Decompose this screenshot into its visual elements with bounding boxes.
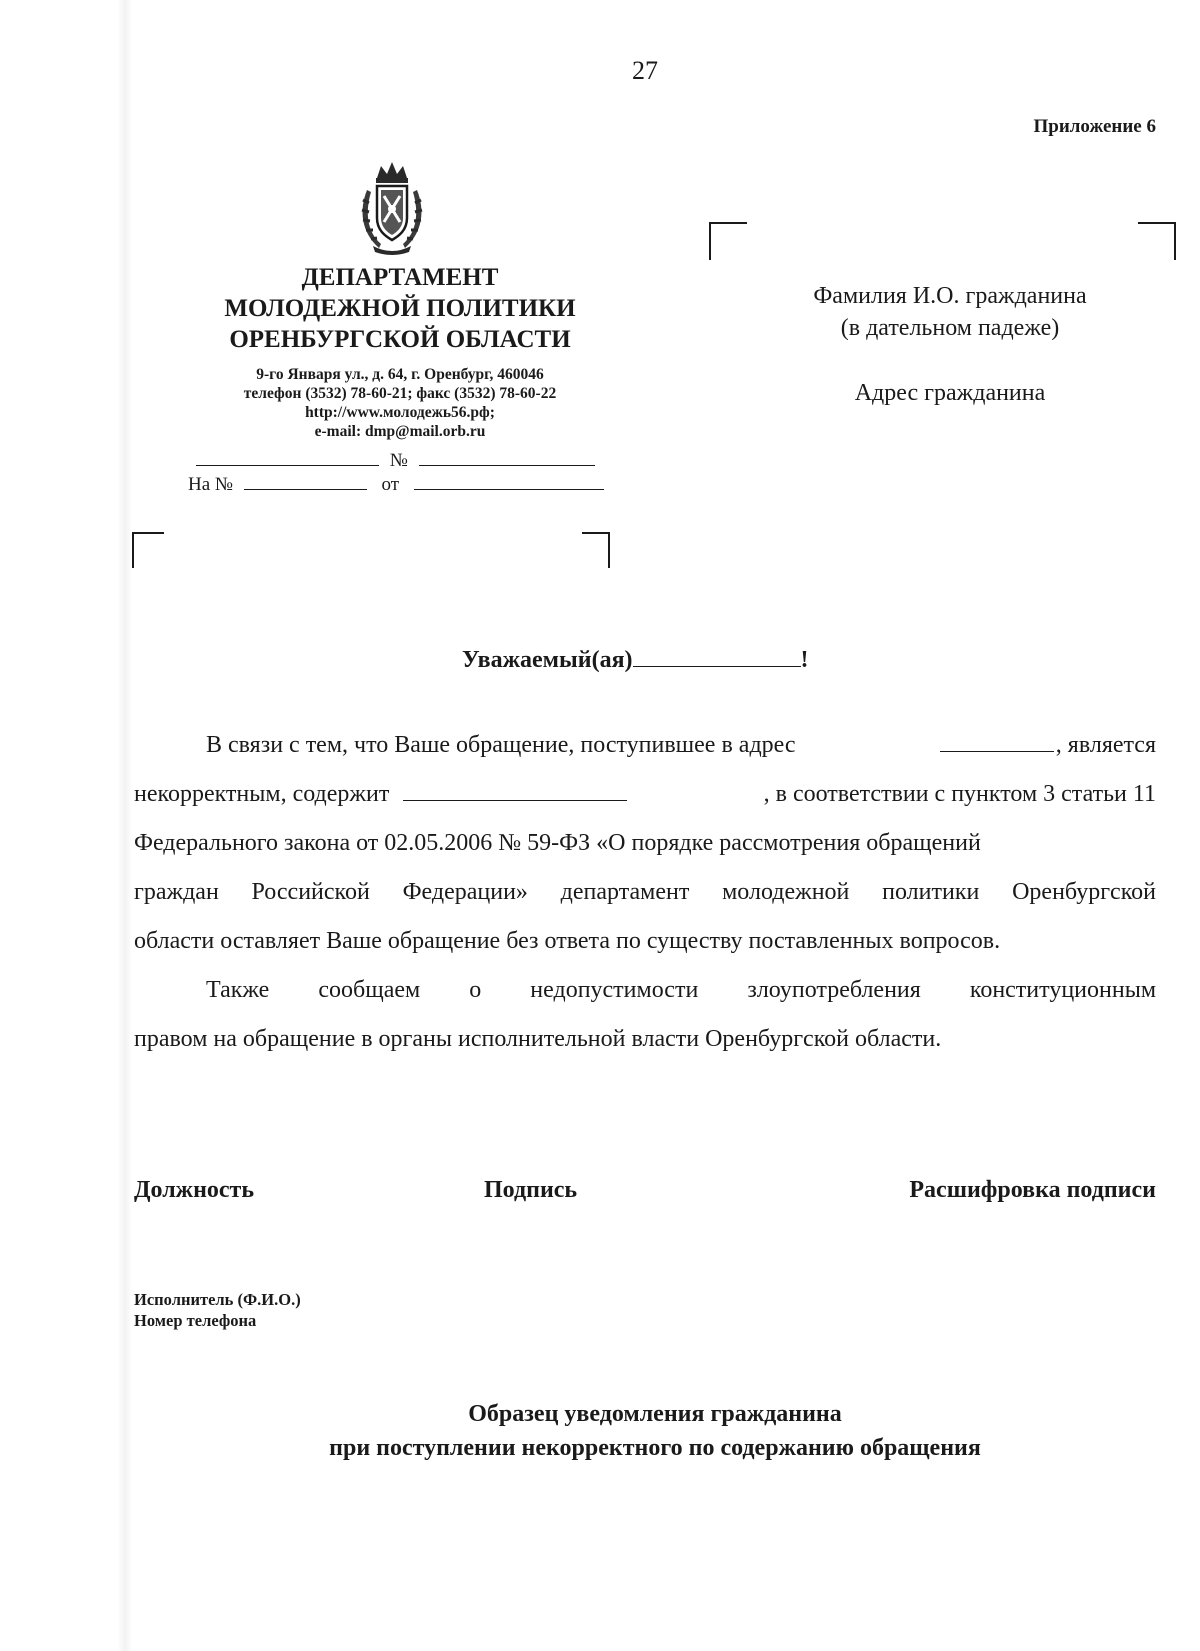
reply-to-number-blank	[244, 471, 367, 490]
signature-decoding-label: Расшифровка подписи	[909, 1177, 1156, 1203]
recipient-block-corner-mark	[709, 222, 747, 260]
website-line: http://www.молодежь56.рф;	[305, 404, 495, 421]
recipient-address: Адрес гражданина	[854, 380, 1046, 406]
paragraph-fragment: некорректным, содержит	[134, 781, 390, 807]
greeting-name-blank	[633, 648, 801, 667]
reply-to-label: На №	[188, 474, 234, 495]
paragraph-fragment: , в соответствии с пунктом 3 статьи 11	[763, 781, 1156, 807]
department-contacts	[190, 365, 610, 441]
paragraph-line	[134, 721, 1156, 770]
address-block-corner-mark	[132, 532, 164, 568]
outgoing-number-row	[196, 447, 595, 472]
outgoing-date-blank	[196, 447, 379, 466]
addressee-blank	[940, 733, 1054, 752]
executor-phone-label: Номер телефона	[134, 1311, 257, 1330]
date-label: от	[381, 474, 400, 495]
paragraph-line: Также сообщаем о недопустимости злоупотребления конституционным	[206, 977, 1156, 1003]
greeting-text: Уважаемый(ая)	[462, 647, 633, 673]
executor-name-label: Исполнитель (Ф.И.О.)	[134, 1290, 301, 1309]
caption-line: при поступлении некорректного по содержанию обращения	[329, 1435, 981, 1461]
reply-to-row	[188, 471, 604, 496]
department-title-line: МОЛОДЕЖНОЙ ПОЛИТИКИ	[224, 295, 576, 322]
appendix-label: Приложение 6	[1033, 116, 1156, 137]
greeting	[462, 647, 809, 674]
paragraph-line	[134, 819, 1156, 868]
address-line: 9-го Января ул., д. 64, г. Оренбург, 460046	[256, 366, 544, 383]
reply-to-date-blank	[414, 471, 604, 490]
caption-line: Образец уведомления гражданина	[468, 1401, 842, 1427]
content-blank	[403, 782, 627, 801]
paragraph-line: правом на обращение в органы исполнительной власти Оренбургской области.	[134, 1026, 942, 1052]
recipient-name-line: Фамилия И.О. гражданина	[813, 283, 1087, 309]
recipient-block-corner-mark	[1138, 222, 1176, 260]
document-caption	[0, 1397, 1200, 1465]
email-line: e-mail: dmp@mail.orb.ru	[314, 423, 486, 440]
outgoing-number-blank	[419, 447, 595, 466]
recipient-name	[760, 280, 1140, 344]
phone-fax-line: телефон (3532) 78-60-21; факс (3532) 78-60-22	[243, 385, 557, 402]
department-title	[190, 262, 610, 355]
department-title-line: ОРЕНБУРГСКОЙ ОБЛАСТИ	[229, 326, 571, 353]
address-block-corner-mark	[582, 532, 610, 568]
paragraph-fragment: , является	[1055, 732, 1156, 758]
letter-paragraph-2	[134, 966, 1156, 1064]
paragraph-line: граждан Российской Федерации» департамент молодежной политики Оренбургской	[134, 879, 1156, 905]
recipient-case-note: (в дательном падеже)	[840, 315, 1060, 341]
paragraph-line: области оставляет Ваше обращение без ответа по существу поставленных вопросов.	[134, 928, 1001, 954]
greeting-exclamation: !	[800, 647, 809, 673]
department-title-line: ДЕПАРТАМЕНТ	[301, 264, 499, 291]
number-sign: №	[389, 450, 408, 471]
letter-paragraph-1	[134, 721, 1156, 966]
executor-block	[134, 1289, 301, 1331]
coat-of-arms-icon	[357, 160, 427, 256]
signature-position-label: Должность	[134, 1177, 255, 1203]
paragraph-fragment: Федерального закона от 02.05.2006 № 59-ФЗ «О порядке рассмотрения обращений	[134, 830, 981, 856]
paragraph-fragment: В связи с тем, что Ваше обращение, поступившее в адрес	[206, 732, 796, 758]
paragraph-line	[134, 770, 1156, 819]
page-number: 27	[632, 56, 658, 85]
signature-label: Подпись	[484, 1177, 578, 1203]
